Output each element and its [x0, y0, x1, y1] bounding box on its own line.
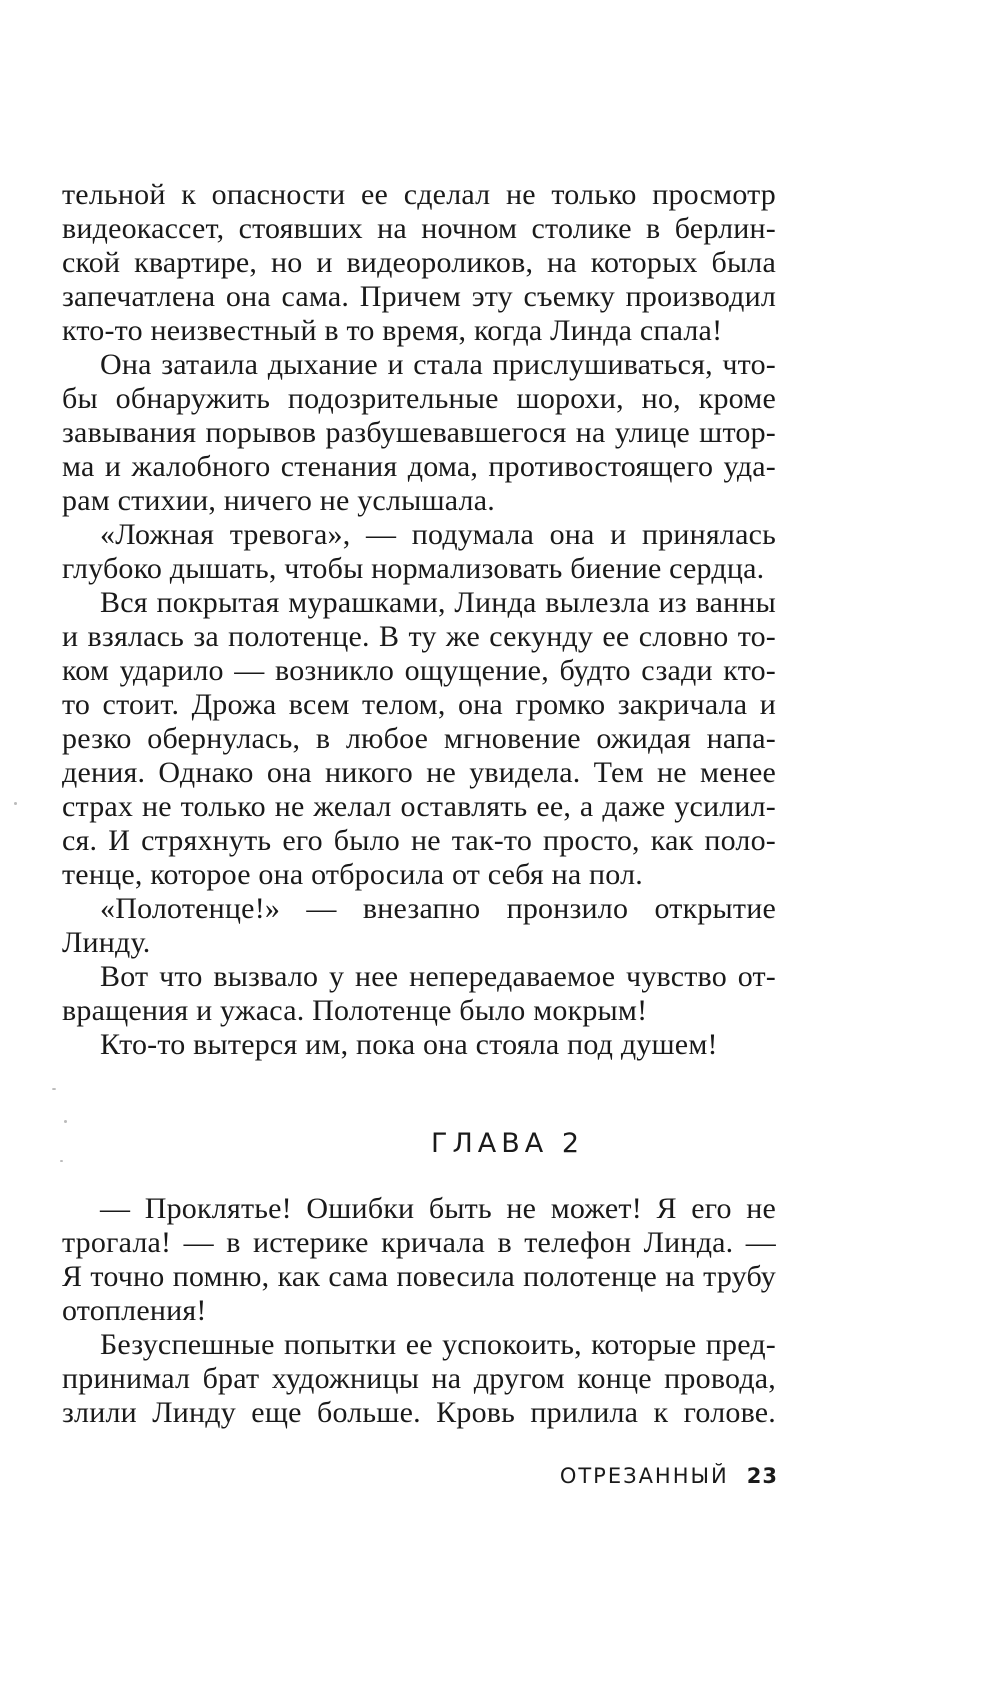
- body-text-top: [62, 178, 776, 1062]
- text-line: тенце, которое она отбросила от себя на пол.: [62, 858, 643, 891]
- text-line: принимал брат художницы на другом конце провода,: [62, 1362, 776, 1395]
- text-line: Безуспешные попытки ее успокоить, которые пред-: [100, 1328, 776, 1361]
- scan-speck: [52, 1088, 56, 1090]
- body-text-bottom: [62, 1192, 776, 1430]
- text-line: Линду.: [62, 926, 151, 959]
- page-number: 23: [746, 1464, 778, 1488]
- text-line: кто-то неизвестный в то время, когда Линда спала!: [62, 314, 723, 347]
- text-line: дения. Однако она никого не увидела. Тем не менее: [62, 756, 776, 789]
- text-line: ком ударило — возникло ощущение, будто сзади кто-: [62, 654, 776, 687]
- text-line: Вот что вызвало у нее непередаваемое чувство от-: [100, 960, 776, 993]
- text-line: отопления!: [62, 1294, 207, 1327]
- text-line: резко обернулась, в любое мгновение ожидая напа-: [62, 722, 776, 755]
- text-line: то стоит. Дрожа всем телом, она громко закричала и: [62, 688, 776, 721]
- text-line: ма и жалобного стенания дома, противостоящего уда-: [62, 450, 776, 483]
- text-line: Кто-то вытерся им, пока она стояла под душем!: [100, 1028, 718, 1061]
- text-line: ской квартире, но и видеороликов, на которых была: [62, 246, 776, 279]
- text-line: ся. И стряхнуть его было не так-то просто, как поло-: [62, 824, 776, 857]
- text-line: видеокассет, стоявших на ночном столике в берлин-: [62, 212, 776, 245]
- text-line: запечатлена она сама. Причем эту съемку производил: [62, 280, 776, 313]
- text-line: тельной к опасности ее сделал не только просмотр: [62, 178, 776, 211]
- text-line: завывания порывов разбушевавшегося на улице штор-: [62, 416, 776, 449]
- text-line: злили Линду еще больше. Кровь прилила к голове.: [62, 1396, 776, 1429]
- text-line: рам стихии, ничего не услышала.: [62, 484, 495, 517]
- text-line: глубоко дышать, чтобы нормализовать биение сердца.: [62, 552, 765, 585]
- text-line: Вся покрытая мурашками, Линда вылезла из ванны: [100, 586, 776, 619]
- scan-speck: [14, 802, 17, 805]
- page-footer: [560, 1464, 778, 1488]
- text-line: «Полотенце!» — внезапно пронзило открытие: [100, 892, 776, 925]
- scan-speck: [60, 1160, 63, 1162]
- text-line: трогала! — в истерике кричала в телефон Линда. —: [62, 1226, 776, 1259]
- text-line: — Проклятье! Ошибки быть не может! Я его не: [100, 1192, 776, 1225]
- scan-speck: [64, 1120, 67, 1123]
- text-line: бы обнаружить подозрительные шорохи, но, кроме: [62, 382, 776, 415]
- text-line: Она затаила дыхание и стала прислушиваться, что-: [100, 348, 776, 381]
- text-line: и взялась за полотенце. В ту же секунду ее словно то-: [62, 620, 776, 653]
- running-title: ОТРЕЗАННЫЙ: [559, 1464, 729, 1488]
- text-line: «Ложная тревога», — подумала она и принялась: [100, 518, 776, 551]
- text-line: вращения и ужаса. Полотенце было мокрым!: [62, 994, 648, 1027]
- text-line: Я точно помню, как сама повесила полотенце на трубу: [62, 1260, 776, 1293]
- text-line: страх не только не желал оставлять ее, а даже усилил-: [62, 790, 776, 823]
- chapter-heading: ГЛАВА 2: [431, 1128, 584, 1159]
